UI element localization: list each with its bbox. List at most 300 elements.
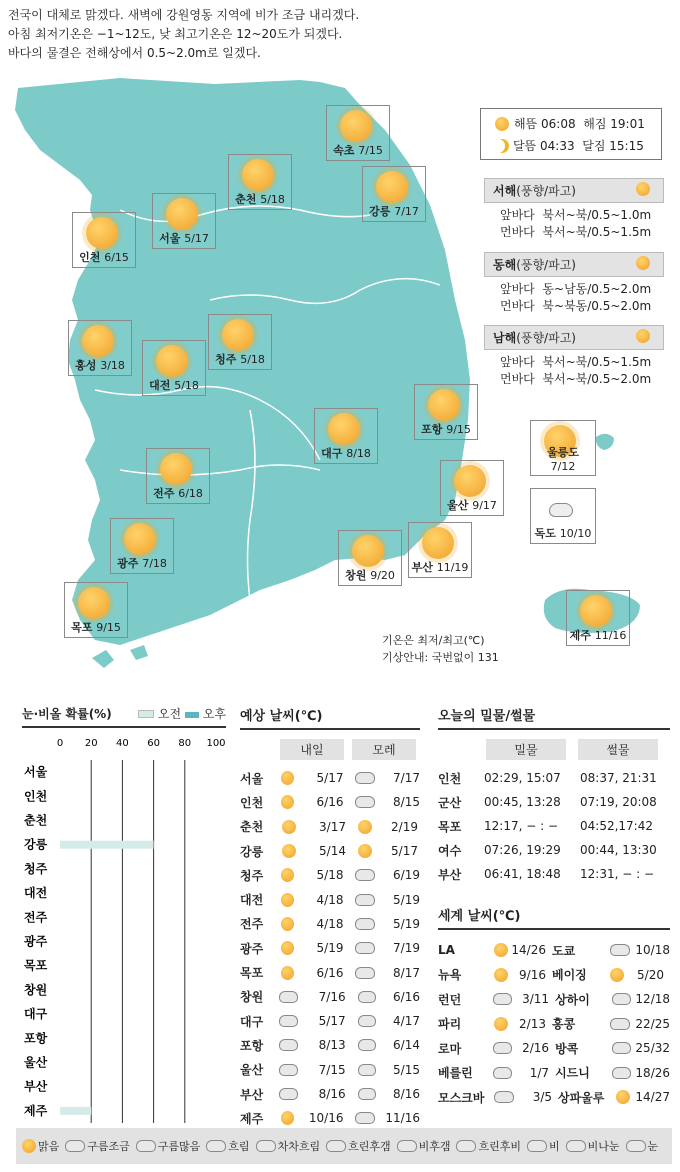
tide-flood-time: 12:17, − : − (484, 819, 558, 833)
legend-label: 비 (549, 1140, 560, 1153)
world-row (438, 1012, 670, 1037)
sun-icon (166, 198, 198, 230)
sea-header (484, 252, 664, 277)
sea-far-label: 먼바다 (500, 299, 535, 313)
forecast-temp-dayafter: 7/17 (393, 771, 420, 786)
city-incheon (72, 212, 136, 268)
cloud-icon (397, 1140, 417, 1152)
city-temp: 6/18 (178, 487, 203, 500)
forecast-temp-tomorrow: 4/18 (316, 916, 344, 931)
tide-city: 군산 (438, 795, 462, 810)
legend-item (256, 1138, 321, 1154)
cloud-icon (355, 967, 375, 979)
cloud-icon (358, 1039, 377, 1051)
forecast-city: 울산 (240, 1063, 264, 1078)
rain-title: 눈·비올 확률(%) (22, 707, 112, 721)
forecast-temp-dayafter: 6/19 (393, 868, 420, 883)
sea-sub: (풍향/파고) (516, 258, 576, 272)
sea-title: 남해 (493, 331, 517, 345)
city-name: 청주 (215, 353, 237, 366)
rain-city-label: 목포 (24, 958, 48, 973)
legend-label: 구름조금 (87, 1140, 130, 1153)
city-dokdo (530, 488, 596, 544)
tide-flood-time: 00:45, 13:28 (484, 795, 561, 809)
forecast-city: 대구 (240, 1014, 264, 1029)
city-temp: 7/12 (550, 460, 576, 473)
summary-line: 아침 최저기온은 −1~12도, 낮 최고기온은 12~20도가 되겠다. (8, 27, 343, 41)
sea-front-value: 북서~북/0.5~1.0m (542, 208, 652, 222)
world-temp: 22/25 (635, 1016, 670, 1031)
sea-far-label: 먼바다 (500, 225, 535, 239)
world-rows (438, 938, 670, 1110)
sun-moon-panel (480, 108, 662, 160)
world-city: 파리 (438, 1017, 462, 1032)
world-temp: 14/27 (635, 1090, 670, 1105)
city-jeju (566, 590, 630, 646)
forecast-row (240, 1058, 420, 1082)
sun-icon (610, 968, 624, 982)
sun-icon (494, 943, 508, 957)
legend-item (566, 1138, 620, 1154)
sea-east (484, 252, 664, 315)
forecast-temp-tomorrow: 5/17 (316, 771, 344, 786)
forecast-title: 예상 날씨(℃) (240, 709, 323, 724)
cloud-icon (355, 942, 375, 954)
sun-icon (222, 319, 254, 351)
forecast-city: 포항 (240, 1038, 264, 1053)
rain-tick-label: 0 (56, 738, 64, 749)
world-temp: 18/26 (635, 1065, 671, 1080)
tide-city: 목포 (438, 819, 462, 834)
city-chuncheon (228, 154, 292, 210)
sea-far-value: 북~북동/0.5~2.0m (542, 299, 652, 313)
rain-chart (22, 728, 226, 1128)
tide-row (438, 790, 670, 814)
city-hongseong (68, 320, 132, 376)
cloud-icon (355, 772, 375, 784)
sea-front-value: 동~남동/0.5~2.0m (542, 282, 652, 296)
legend-item (397, 1138, 451, 1154)
sea-far-label: 먼바다 (500, 372, 535, 386)
sea-far-value: 북서~북/0.5~1.5m (542, 225, 652, 239)
sun-icon (376, 171, 408, 203)
world-temp: 2/16 (522, 1041, 550, 1056)
tide-flood-time: 06:41, 18:48 (484, 867, 561, 881)
land-island (92, 650, 114, 668)
world-weather (438, 905, 670, 1110)
forecast-temp-tomorrow: 7/15 (318, 1062, 346, 1077)
sea-sub: (풍향/파고) (516, 184, 576, 198)
forecast-city: 창원 (240, 990, 264, 1005)
cloud-icon (612, 1042, 632, 1054)
forecast-row (240, 1033, 420, 1057)
forecast-city: 전주 (240, 917, 264, 932)
forecast-temp-tomorrow: 8/13 (318, 1038, 346, 1053)
tide-ebb-time: 08:37, 21:31 (580, 771, 657, 785)
legend-label: 흐림 (228, 1140, 250, 1153)
tide-row (438, 814, 670, 838)
forecast-temp-dayafter: 2/19 (391, 819, 418, 834)
city-daegu (314, 408, 378, 464)
cloud-icon (494, 1091, 514, 1103)
forecast-city: 춘천 (240, 820, 264, 835)
cloud-icon (256, 1140, 276, 1152)
sun-icon (281, 893, 295, 907)
cloud-icon (355, 918, 375, 930)
cloud-icon (358, 1088, 377, 1100)
forecast-city: 제주 (240, 1111, 264, 1126)
sea-header (484, 325, 664, 350)
sun-icon (352, 535, 384, 567)
tide-city: 여수 (438, 843, 462, 858)
world-city: 모스크바 (438, 1090, 485, 1105)
cloud-icon (566, 1140, 586, 1152)
sun-icon (282, 820, 296, 834)
forecast-row (240, 912, 420, 936)
cloud-icon (493, 1067, 513, 1079)
world-city: 런던 (438, 992, 462, 1007)
legend-label: 비후갬 (418, 1140, 451, 1153)
rain-city-label: 대전 (24, 886, 48, 901)
forecast-temp-dayafter: 8/17 (393, 965, 420, 980)
forecast-temp-dayafter: 4/17 (393, 1014, 420, 1029)
rain-city-label: 창원 (24, 982, 48, 997)
city-gangneung (362, 166, 426, 222)
cloud-icon (206, 1140, 226, 1152)
city-name: 부산 (411, 561, 433, 574)
col-flood: 밀물 (486, 739, 566, 760)
sun-icon (580, 595, 612, 627)
forecast-row (240, 1106, 420, 1130)
col-dayafter: 모레 (352, 739, 416, 760)
forecast-city: 강릉 (240, 844, 264, 859)
cloud-icon (358, 991, 377, 1003)
sun-icon (340, 110, 372, 142)
sea-west (484, 178, 664, 241)
sun-icon (636, 329, 650, 343)
sun-icon (422, 527, 454, 559)
rain-city-label: 강릉 (24, 837, 48, 852)
sun-icon (281, 1111, 295, 1125)
land-ulleungdo (596, 434, 614, 450)
world-temp: 10/18 (635, 943, 670, 958)
forecast-temp-dayafter: 7/19 (393, 941, 420, 956)
pm-swatch (185, 712, 199, 718)
rain-tick-label: 80 (178, 738, 192, 749)
sun-icon (636, 182, 650, 196)
forecast-temp-tomorrow: 7/16 (318, 989, 346, 1004)
city-temp: 11/16 (594, 629, 627, 642)
cloud-icon (626, 1140, 646, 1152)
city-name: 제주 (569, 629, 591, 642)
cloud-icon (610, 1018, 630, 1030)
tide-title: 오늘의 밀물/썰물 (438, 709, 536, 724)
cloud-icon (326, 1140, 346, 1152)
map-notes (382, 632, 499, 666)
legend-label: 비나눈 (587, 1140, 620, 1153)
world-city: 방콕 (555, 1041, 579, 1056)
cloud-icon (358, 1064, 377, 1076)
city-name: 춘천 (235, 193, 257, 206)
world-title: 세계 날씨(℃) (438, 909, 521, 924)
moon-icon (491, 139, 505, 153)
legend-item (456, 1138, 521, 1154)
world-row (438, 1036, 670, 1061)
world-city: 베이징 (552, 968, 587, 983)
forecast-row (240, 1082, 420, 1106)
city-jeonju (146, 448, 210, 504)
cloud-icon (279, 991, 298, 1003)
world-row (438, 963, 670, 988)
city-temp: 7/17 (394, 205, 419, 218)
city-daejeon (142, 340, 206, 396)
city-name: 광주 (117, 557, 139, 570)
city-ulleungdo (530, 420, 596, 476)
col-ebb: 썰물 (578, 739, 658, 760)
sun-icon (86, 217, 118, 249)
world-city: 홍콩 (552, 1017, 576, 1032)
forecast-row (240, 863, 420, 887)
sea-header (484, 178, 664, 203)
tide-ebb-time: 07:19, 20:08 (580, 795, 657, 809)
world-city: 로마 (438, 1041, 462, 1056)
rain-city-label: 제주 (24, 1103, 48, 1118)
city-name: 강릉 (369, 205, 391, 218)
city-sokcho (326, 105, 390, 161)
legend-item (206, 1138, 249, 1154)
cloud-icon (355, 1112, 375, 1124)
city-name: 대전 (149, 379, 171, 392)
forecast-city: 인천 (240, 795, 264, 810)
rain-tick-label: 40 (116, 738, 129, 749)
city-temp: 8/18 (346, 447, 371, 460)
forecast-temp-tomorrow: 3/17 (319, 819, 346, 834)
city-temp: 9/15 (96, 621, 121, 634)
city-name: 홍성 (75, 359, 97, 372)
cloud-icon (279, 1088, 298, 1100)
forecast-city: 광주 (240, 941, 264, 956)
sun-icon (281, 941, 295, 955)
forecast-row (240, 1009, 420, 1033)
forecast-row (240, 815, 420, 839)
sea-title: 서해 (493, 184, 517, 198)
sun-icon (281, 771, 295, 785)
sunrise-icon (495, 117, 509, 131)
city-name: 울릉도 (547, 446, 579, 459)
city-name: 전주 (153, 487, 175, 500)
forecast (240, 705, 420, 1130)
city-temp: 6/15 (104, 251, 129, 264)
sunset-label: 해짐 (583, 117, 607, 131)
forecast-city: 목포 (240, 966, 264, 981)
tide-ebb-time: 04:52,17:42 (580, 819, 653, 833)
legend-item (22, 1138, 59, 1154)
note-line: 기온은 최저/최고(℃) (382, 634, 485, 647)
forecast-temp-tomorrow: 5/14 (319, 844, 346, 859)
forecast-row (240, 790, 420, 814)
moonrise-label: 달뜸 (513, 139, 537, 153)
forecast-city: 청주 (240, 868, 264, 883)
note-line: 기상안내: 국번없이 131 (382, 651, 499, 664)
world-city: 상하이 (555, 992, 590, 1007)
sunset-time: 19:01 (610, 116, 645, 131)
sun-icon (358, 820, 372, 834)
forecast-city: 대전 (240, 893, 264, 908)
city-temp: 7/18 (142, 557, 167, 570)
rain-city-label: 서울 (24, 765, 48, 780)
moonset-label: 달짐 (582, 139, 606, 153)
city-temp: 10/10 (559, 527, 592, 540)
city-name: 서울 (159, 232, 181, 245)
rain-probability (22, 705, 226, 1132)
sun-icon (82, 325, 114, 357)
city-seoul (152, 193, 216, 249)
sea-front-value: 북서~북/0.5~1.5m (542, 355, 652, 369)
sun-icon (22, 1139, 36, 1153)
rain-city-label: 광주 (24, 934, 48, 949)
forecast-temp-dayafter: 5/15 (393, 1062, 420, 1077)
world-temp: 3/11 (522, 992, 550, 1007)
world-temp: 5/20 (637, 967, 664, 982)
rain-am-bar (60, 1107, 91, 1115)
city-name: 울산 (447, 499, 469, 512)
world-temp: 2/13 (519, 1016, 546, 1031)
forecast-row (240, 887, 420, 911)
sun-icon (160, 453, 192, 485)
rain-city-label: 포항 (24, 1031, 48, 1046)
city-temp: 3/18 (100, 359, 125, 372)
forecast-row (240, 936, 420, 960)
forecast-row (240, 960, 420, 984)
city-name: 속초 (333, 144, 355, 157)
rain-tick-label: 20 (84, 738, 98, 749)
legend-label: 흐린후갬 (348, 1140, 391, 1153)
rain-city-label: 인천 (24, 789, 48, 804)
city-cheongju (208, 314, 272, 370)
forecast-rows (240, 766, 420, 1130)
tide-city: 인천 (438, 771, 462, 786)
tide-flood-time: 07:26, 19:29 (484, 843, 561, 857)
tide-rows (438, 766, 670, 886)
forecast-temp-tomorrow: 8/16 (318, 1087, 346, 1101)
cloud-icon (355, 796, 375, 808)
world-temp: 12/18 (635, 992, 671, 1007)
cloud-icon (355, 869, 375, 881)
city-temp: 9/15 (446, 423, 471, 436)
tide (438, 705, 670, 886)
world-row (438, 987, 670, 1012)
sun-icon (616, 1090, 630, 1104)
cloud-icon (279, 1064, 298, 1076)
sunrise-label: 해뜸 (514, 117, 538, 131)
am-swatch (138, 710, 154, 718)
world-row (438, 1061, 670, 1086)
sun-icon (281, 795, 295, 809)
world-city: 베를린 (438, 1066, 473, 1081)
city-name: 인천 (79, 251, 101, 264)
cloud-icon (527, 1140, 547, 1152)
pm-label: 오후 (202, 707, 226, 721)
city-changwon (338, 530, 402, 586)
city-busan (408, 522, 472, 578)
legend-label: 차차흐림 (277, 1140, 321, 1153)
weather-legend (16, 1128, 672, 1164)
sun-icon (358, 844, 372, 858)
world-city: 상파울루 (558, 1090, 605, 1105)
legend-item (136, 1138, 201, 1154)
sun-icon (281, 917, 295, 931)
city-temp: 11/19 (436, 561, 469, 574)
cloud-icon (279, 1015, 298, 1027)
world-row (438, 1085, 670, 1110)
rain-city-label: 울산 (24, 1055, 48, 1070)
city-ulsan (440, 460, 504, 516)
city-temp: 5/17 (184, 232, 209, 245)
forecast-temp-tomorrow: 10/16 (308, 1111, 344, 1126)
city-temp: 9/20 (370, 569, 395, 582)
city-name: 독도 (534, 527, 556, 540)
summary-line: 전국이 대체로 맑겠다. 새벽에 강원영동 지역에 비가 조금 내리겠다. (8, 8, 360, 22)
forecast-city: 서울 (240, 771, 264, 786)
cloud-icon (549, 503, 573, 517)
forecast-row (240, 839, 420, 863)
city-name: 대구 (321, 447, 343, 460)
city-temp: 5/18 (240, 353, 265, 366)
sun-icon (494, 1017, 508, 1031)
sun-icon (454, 465, 486, 497)
legend-label: 흐린후비 (478, 1140, 521, 1153)
forecast-temp-tomorrow: 6/16 (316, 795, 344, 810)
forecast-temp-tomorrow: 5/17 (318, 1014, 346, 1029)
forecast-temp-dayafter: 11/16 (385, 1111, 420, 1126)
city-pohang (414, 384, 478, 440)
moonrise-time: 04:33 (540, 138, 575, 153)
cloud-icon (456, 1140, 476, 1152)
sun-icon (328, 413, 360, 445)
forecast-row (240, 766, 420, 790)
world-city: 시드니 (555, 1066, 590, 1081)
land-island (130, 645, 148, 660)
city-temp: 5/18 (174, 379, 199, 392)
city-name: 목포 (71, 621, 93, 634)
forecast-temp-tomorrow: 5/19 (316, 941, 344, 956)
sea-south (484, 325, 664, 388)
city-name: 포항 (421, 423, 443, 436)
sun-icon (494, 968, 508, 982)
tide-flood-time: 02:29, 15:07 (484, 771, 561, 785)
legend-label: 맑음 (38, 1140, 60, 1153)
sun-icon (281, 966, 295, 980)
world-row (438, 938, 670, 963)
forecast-temp-tomorrow: 4/18 (316, 892, 344, 907)
tide-ebb-time: 12:31, − : − (580, 867, 654, 881)
sun-icon (78, 587, 110, 619)
sea-front-label: 앞바다 (500, 355, 535, 369)
cloud-icon (610, 944, 630, 956)
rain-city-label: 대구 (24, 1007, 48, 1022)
sun-icon (156, 345, 188, 377)
forecast-temp-dayafter: 8/16 (393, 1087, 420, 1101)
sea-front-label: 앞바다 (500, 282, 535, 296)
world-temp: 25/32 (635, 1041, 671, 1056)
sea-title: 동해 (493, 258, 517, 272)
city-temp: 7/15 (358, 144, 383, 157)
legend-label: 구름많음 (157, 1140, 201, 1153)
rain-city-label: 춘천 (24, 813, 48, 828)
tide-city: 부산 (438, 867, 462, 882)
legend-item (626, 1138, 659, 1154)
city-temp: 9/17 (472, 499, 497, 512)
